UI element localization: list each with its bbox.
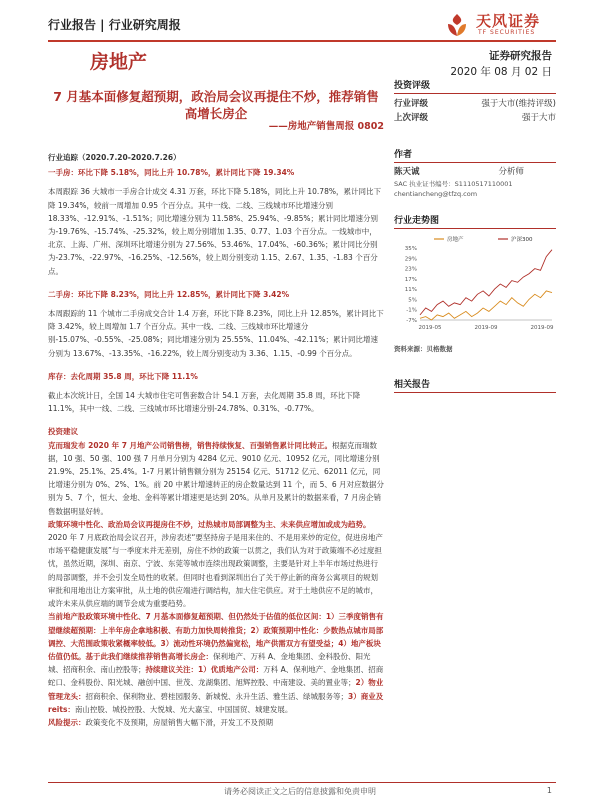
investment-focus-list: 万科 A、保利地产、金地集团、招商蛇口、金科股份、阳光城、融创中国、世茂、龙湖集团、旭辉控股、中南建设、美的置业等； (48, 665, 384, 688)
author-role: 分析师 (498, 167, 524, 177)
investment-para-3-points: 1）三季度销售有望继续超预期：上半年房企拿地积极、有助力加快周转推货；2）政策预期中性化：少数热点城市局部调控、大范围政策收紧概率较低。3）流动性环境仍然偏宽松，地产供需双方有望受益；4）地产板块估值仍低。 (48, 612, 384, 661)
trend-chart-svg (394, 232, 556, 342)
x-tick-label: 2019-05 (418, 325, 442, 331)
x-tick-label: 2019-09 (474, 325, 498, 331)
report-type: 证券研究报告 (489, 50, 552, 62)
first-tier-body: 本周跟踪 36 大城市一手房合计成交 4.31 万套，环比下降 5.18%，同比上升 10.78%，累计同比下降 19.34%，较前一周增加 0.95 个百分点。其中一线、二线、三线城市环比增速分别 18.33%、-12.91%、-1.51%；同比增速分别为 11.58%、25.94%、-9.85%；累计同比增速分别为-19.76%、-15.74%、-25.32%，较上周分别增加 1.35、0.77、1.03 个百分点。一线城市中，北京、上海、广州、深圳环比增速分别为 27.56%、53.46%、17.04%、-60.36%；累计同比分别为-23.7%、-22.97%、-16.25%、-12.56%，较上周分别变动 1.15、2.67、1.35、-1.83 个百分点。 (48, 187, 381, 276)
footer-divider (48, 782, 556, 783)
top-header (48, 10, 556, 40)
x-tick-label: 2019-09 (530, 325, 554, 331)
investment-para-3-lead: 当前地产股政策环境中性化、7 月基本面修复超预期、但仍然处于估值的低位区间： (48, 612, 326, 622)
investment-rec-list: 保利地产、万科 A、金地集团、金科股份、阳光城、招商积余、南山控股等； (48, 651, 371, 675)
related-heading: 相关报告 (394, 377, 556, 393)
y-tick-label: 5% (408, 297, 417, 304)
author-name: 陈天诚 (394, 167, 420, 177)
investment-para-1-text: 根据克而瑞数据，10 强、50 强、100 强 7 月单月分别为 4284 亿元、9010 亿元、10952 亿元，同比增速分别 21.9%、25.1%、25.4%。1-7 月累计销售额分别为 25154 亿元、51712 亿元、62011 亿元，同比增速分别为 0%、2%、1%。前 20 中累计增速转正的房企数量达到 11 个，而 5、6 月对应数据分别为 5、7 个，恒大、金地、金科等累计增速更是达到 20%。从单月及累计的数据来看，7 月房企销售数据明显好转。 (48, 440, 385, 516)
y-tick-label: 11% (404, 287, 417, 294)
y-tick-label: -1% (406, 307, 417, 314)
investment-para-2-text: 2020 年 7 月底政治局会议召开，涉房表述“要坚持房子是用来住的、不是用来炒的定位，促进房地产市场平稳健康发展”与一季度末并无差别，房住不炒的政策一以贯之，我们认为对于政策端不必过度担忧，虽然近期，深圳、南京、宁波、东莞等城市连续出现政策调整，主要是针对上半年市场过热进行的局部调整，并不会引发全局性的收紧。但同时也看到深圳出台了关于停止新的商务公寓项目的规划审批和用地出让方案审批，从土地的供应端进行调结构，加大住宅供应。对于土地供应不足的城市，或许未来从供应端的调节会成为重要趋势。 (48, 533, 383, 609)
y-tick-label: 29% (404, 256, 417, 263)
author-sac: SAC 执业证书编号：S1110517110001 (394, 180, 513, 188)
chart-source: 资料来源：贝格数据 (394, 345, 453, 353)
investment-reit-list: 南山控股、城投控股、大悦城、光大嘉宝、中国国贸、城建发展。 (74, 704, 293, 714)
logo-text-cn: 天风证券 (476, 12, 541, 30)
report-subhead: ——房地产销售周报 0802 (268, 121, 384, 132)
investment-para-3 (48, 610, 384, 716)
author-email[interactable]: chentiancheng@tfzq.com (394, 190, 478, 198)
risk-note (48, 716, 384, 729)
main-content (48, 151, 384, 729)
logo-text-en: TF SECURITIES (478, 29, 536, 36)
investment-reit-lead: 3）商业及 reits： (48, 691, 384, 714)
breadcrumb: 行业报告 | 行业研究周报 (48, 18, 181, 32)
footer-disclaimer: 请务必阅读正文之后的信息披露和免责申明 (224, 787, 376, 796)
trend-chart (394, 232, 556, 342)
series-line-1 (420, 250, 552, 315)
inventory-body: 截止本次统计日，全国 14 大城市住宅可售套数合计 54.1 万套，去化周期 35.8 周，环比下降 11.1%，其中一线、二线、三线城市环比增速分别-24.78%、0.31%、-0.77%。 (48, 391, 361, 414)
rating-row (394, 97, 556, 111)
investment-focus-lead: 持续建议关注：1）优质地产公司： (145, 665, 264, 675)
author-row (394, 166, 524, 179)
author-heading: 作者 (394, 147, 556, 163)
y-tick-label: 17% (404, 276, 417, 283)
first-tier-title: 一手房：环比下降 5.18%，同比上升 10.78%，累计同比下降 19.34% (48, 168, 295, 178)
legend-label-1: 沪深300 (511, 237, 533, 243)
rating-value: 强于大市(维持评级) (481, 99, 556, 109)
logo-mark-icon (444, 12, 470, 38)
investment-para-1-lead: 克而瑞发布 2020 年 7 月地产公司销售榜，销售持续恢复、百强销售累计同比转正。 (48, 440, 333, 450)
y-tick-label: -7% (406, 318, 417, 324)
rating-label: 行业评级 (394, 99, 429, 109)
company-logo (444, 10, 556, 40)
page-number: 1 (546, 786, 552, 795)
prev-rating-label: 上次评级 (394, 113, 429, 123)
second-tier-title: 二手房：环比下降 8.23%，同比上升 12.85%，累计同比下降 3.42% (48, 289, 290, 299)
risk-text: 政策变化不及预期，房屋销售大幅下滑，开发工不及预期 (85, 717, 273, 727)
investment-para-2 (48, 518, 384, 610)
investment-property-list: 招商积余、保利物业、碧桂园服务、新城悦、永升生活、雅生活、绿城服务等； (85, 691, 348, 701)
sector-title: 房地产 (90, 51, 148, 73)
report-headline: 7 月基本面修复超预期，政治局会议再提住不炒，推荐销售高增长房企 (53, 89, 379, 121)
y-tick-label: 23% (404, 266, 417, 273)
report-date: 2020 年 08 月 02 日 (450, 66, 552, 78)
prev-rating-value: 强于大市 (521, 113, 556, 123)
trend-heading: 行业走势图 (394, 213, 556, 229)
legend-label-0: 房地产 (447, 237, 464, 243)
investment-property-lead: 2）物业管理龙头： (48, 678, 384, 701)
investment-rec-lead: 基于此我们继续推荐销售高增长房企： (85, 651, 213, 661)
second-tier-body: 本周跟踪的 11 个城市二手房成交合计 1.4 万套，环比下降 8.23%，同比上升 12.85%，累计同比下降 3.42%，较上周增加 1.7 个百分点。其中一线、二线、三线城市环比增速分别-15.07%、-0.55%、-25.08%；同比增速分别为 25.55%、11.04%、-42.11%；累计同比增速分别为 13.67%、-13.35%、-16.22%，较上周分别变动为 3.36、1.15、-0.99 个百分点。 (48, 309, 384, 358)
sidebar (394, 78, 556, 396)
tracking-period: 行业追踪（2020.7.20-2020.7.26） (48, 153, 181, 162)
inventory-title: 库存：去化周期 35.8 周，环比下降 11.1% (48, 371, 198, 381)
risk-label: 风险提示： (48, 717, 86, 727)
rating-heading: 投资评级 (394, 78, 556, 94)
series-line-0 (420, 291, 552, 320)
investment-para-1 (48, 439, 384, 518)
prev-rating-row (394, 111, 556, 125)
investment-para-2-lead: 政策环境中性化、政治局会议再提房住不炒，过热城市局部调整为主、未来供应增加或成为趋势。 (48, 519, 371, 529)
investment-label: 投资建议 (48, 427, 78, 437)
y-tick-label: 35% (404, 246, 417, 252)
header-divider (48, 40, 556, 42)
